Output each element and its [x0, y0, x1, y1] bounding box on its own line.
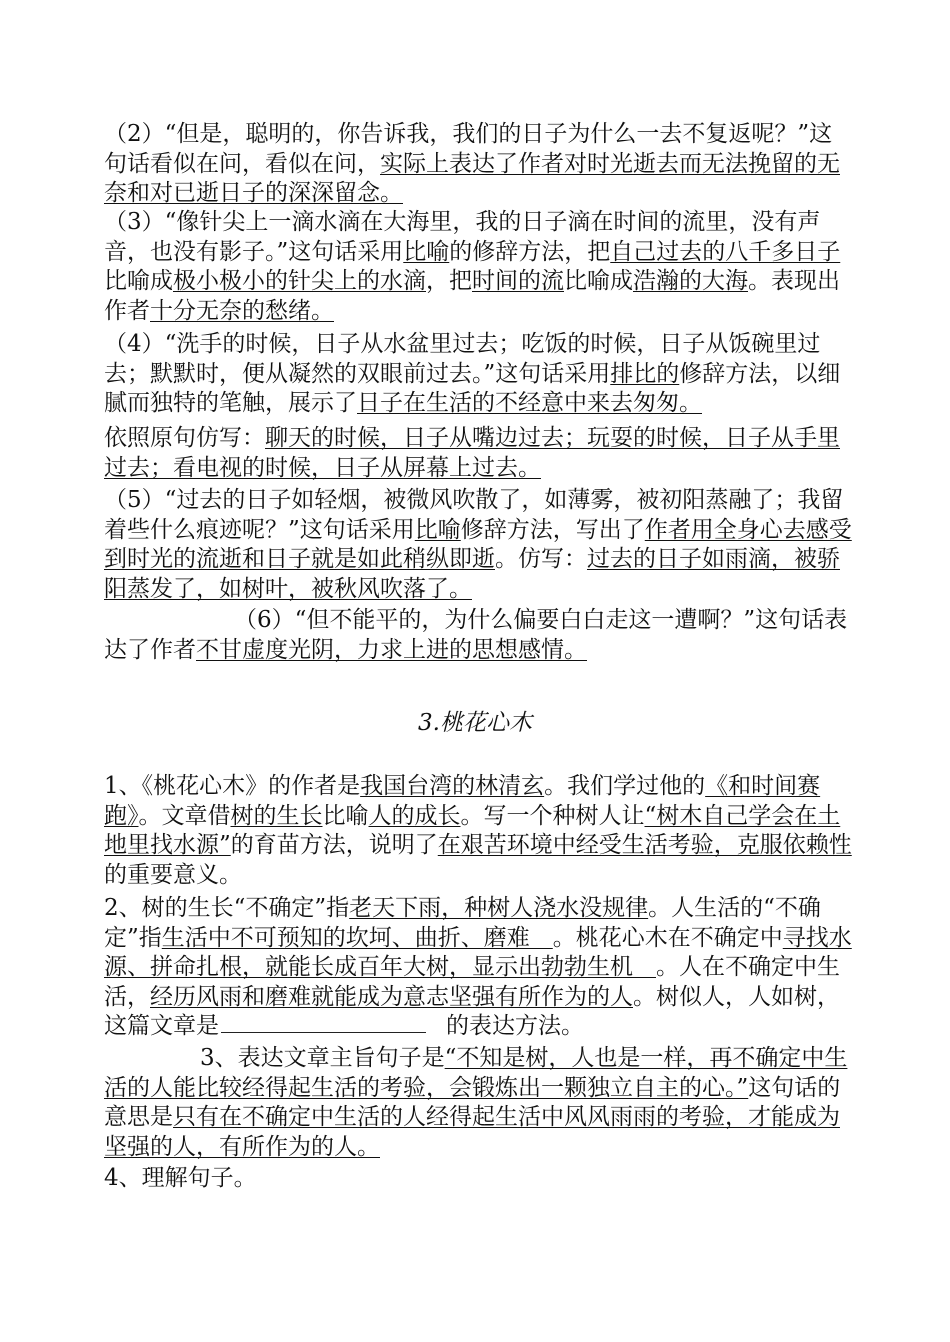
text: 的表达方法。 [446, 1013, 584, 1039]
answer-underline: 十分无奈的愁绪。 [150, 297, 334, 324]
text: 依照原句仿写： [104, 425, 265, 451]
text: 1、《桃花心木》的作者是 [104, 773, 361, 799]
answer-underline: 人的成长 [368, 802, 461, 829]
text: 比喻成 [564, 268, 633, 294]
text: （2）“但是，聪明的，你告诉我，我们的日子为什么一去不复返呢？”这句话看似在问，看似在问， [104, 121, 833, 177]
answer-underline: 时间的流 [472, 268, 564, 294]
answer-underline: 《和时间赛跑》 [104, 773, 821, 829]
text: ，把 [426, 268, 472, 294]
text: 这句话的意思是 [104, 1074, 841, 1130]
text: 3、表达文章主旨句子是 [200, 1045, 445, 1071]
text: 。仿写： [495, 546, 587, 572]
answer-underline: 极小极小的针尖上的水滴 [173, 268, 426, 294]
text: 。表现出作者 [104, 268, 840, 324]
section-heading: 3.桃花心木 [418, 710, 532, 736]
text: 。我们学过他的 [544, 773, 706, 799]
text: 。人生活的“不确定”指 [104, 895, 821, 951]
question-3 [104, 1044, 852, 1162]
question-4 [104, 1164, 852, 1194]
question-2 [104, 894, 852, 1042]
paragraph-imitation [104, 424, 852, 483]
answer-underline: 作者用全身心去感受到时光的流逝和日子就是如此稍纵即逝 [104, 516, 852, 572]
text: 4、理解句子。 [104, 1165, 257, 1191]
paragraph-item-3 [104, 208, 852, 326]
paragraph-item-6 [104, 606, 852, 665]
text: 。桃花心木在不确定中 [552, 924, 783, 951]
answer-underline: 老天下雨，种树人浇水没规律 [349, 895, 649, 921]
answer-underline: 过去的日子如雨滴，被骄阳蒸发了，如树叶，被秋风吹落了。 [104, 546, 840, 602]
text: （3）“像针尖上一滴水滴在大海里，我的日子滴在时间的流里，没有声音，也没有影子。”这句话采用 [104, 209, 821, 265]
fill-in-blank[interactable] [221, 1012, 426, 1033]
answer-underline: “不知是树，人也是一样，再不确定中生活的人能比较经得起生活的考验，会锻炼出一颗独立自主的心。” [104, 1045, 848, 1101]
answer-underline: 经历风雨和磨难就能成为意志坚强有所作为的人 [150, 983, 633, 1010]
answer-underline: 比喻 [414, 516, 461, 543]
answer-underline: 日子在生活的不经意中来去匆匆。 [357, 390, 702, 416]
text: 。文章借 [138, 802, 231, 829]
answer-underline: “树木自己学会在土地里找水源” [104, 802, 841, 858]
text: 。写一个种树人让 [460, 802, 645, 829]
text: （5）“过去的日子如轻烟，被微风吹散了，如薄雾，被初阳蒸融了；我留着些什么痕迹呢？”这句话采用 [104, 487, 844, 543]
text: 的修辞方法，把 [449, 238, 611, 265]
answer-underline: 生活中不可预知的坎坷、曲折、磨难 [161, 924, 553, 951]
text: 的育苗方法，说明了 [230, 832, 438, 858]
text: （4）“洗手的时候，日子从水盆里过去；吃饭的时候，日子从饭碗里过去；默默时，便从凝然的双眼前过去。”这句话采用 [104, 331, 821, 387]
answer-underline: 聊天的时候，日子从嘴边过去；玩耍的时候，日子从手里过去；看电视的时候，日子从屏幕上过去。 [104, 425, 840, 481]
text: 修辞方法，写出了 [460, 516, 645, 543]
answer-underline: 我国台湾的林清玄 [360, 773, 545, 799]
answer-underline: 树的生长 [230, 802, 323, 829]
answer-underline: 排比的 [610, 360, 680, 387]
text: 。树似人，人如树，这篇文章是 [104, 983, 840, 1039]
text: 比喻 [322, 802, 369, 829]
question-1 [104, 772, 852, 890]
paragraph-item-4 [104, 330, 852, 419]
answer-underline: 寻找水源、拼命扎根，就能长成百年大树，显示出勃勃生机 [104, 924, 852, 980]
text: 。人在不确定中生活， [104, 954, 840, 1010]
answer-underline: 比喻 [403, 238, 450, 265]
paragraph-item-2 [104, 120, 852, 209]
text: 的重要意义。 [104, 861, 242, 888]
answer-underline: 自己过去的八千多日子 [610, 238, 841, 265]
text: 比喻成 [104, 268, 173, 294]
answer-underline: 不甘虚度光阴，力求上进的思想感情。 [196, 636, 587, 663]
answer-underline: 浩瀚的大海 [633, 268, 748, 294]
answer-underline: 只有在不确定中生活的人经得起生活中风风雨雨的考验，才能成为坚强的人，有所作为的人。 [104, 1104, 840, 1160]
text: 修辞方法，以细腻而独特的笔触，展示了 [104, 360, 841, 416]
paragraph-item-5 [104, 486, 852, 604]
text: 2、树的生长“不确定”指 [104, 895, 350, 921]
answer-underline: 实际上表达了作者对时光逝去而无法挽留的无奈和对已逝日子的深深留念。 [104, 150, 840, 206]
text: （6）“但不能平的，为什么偏要白白走这一遭啊？”这句话表达了作者 [104, 607, 848, 663]
answer-underline: 在艰苦环境中经受生活考验，克服依赖性 [437, 832, 852, 858]
